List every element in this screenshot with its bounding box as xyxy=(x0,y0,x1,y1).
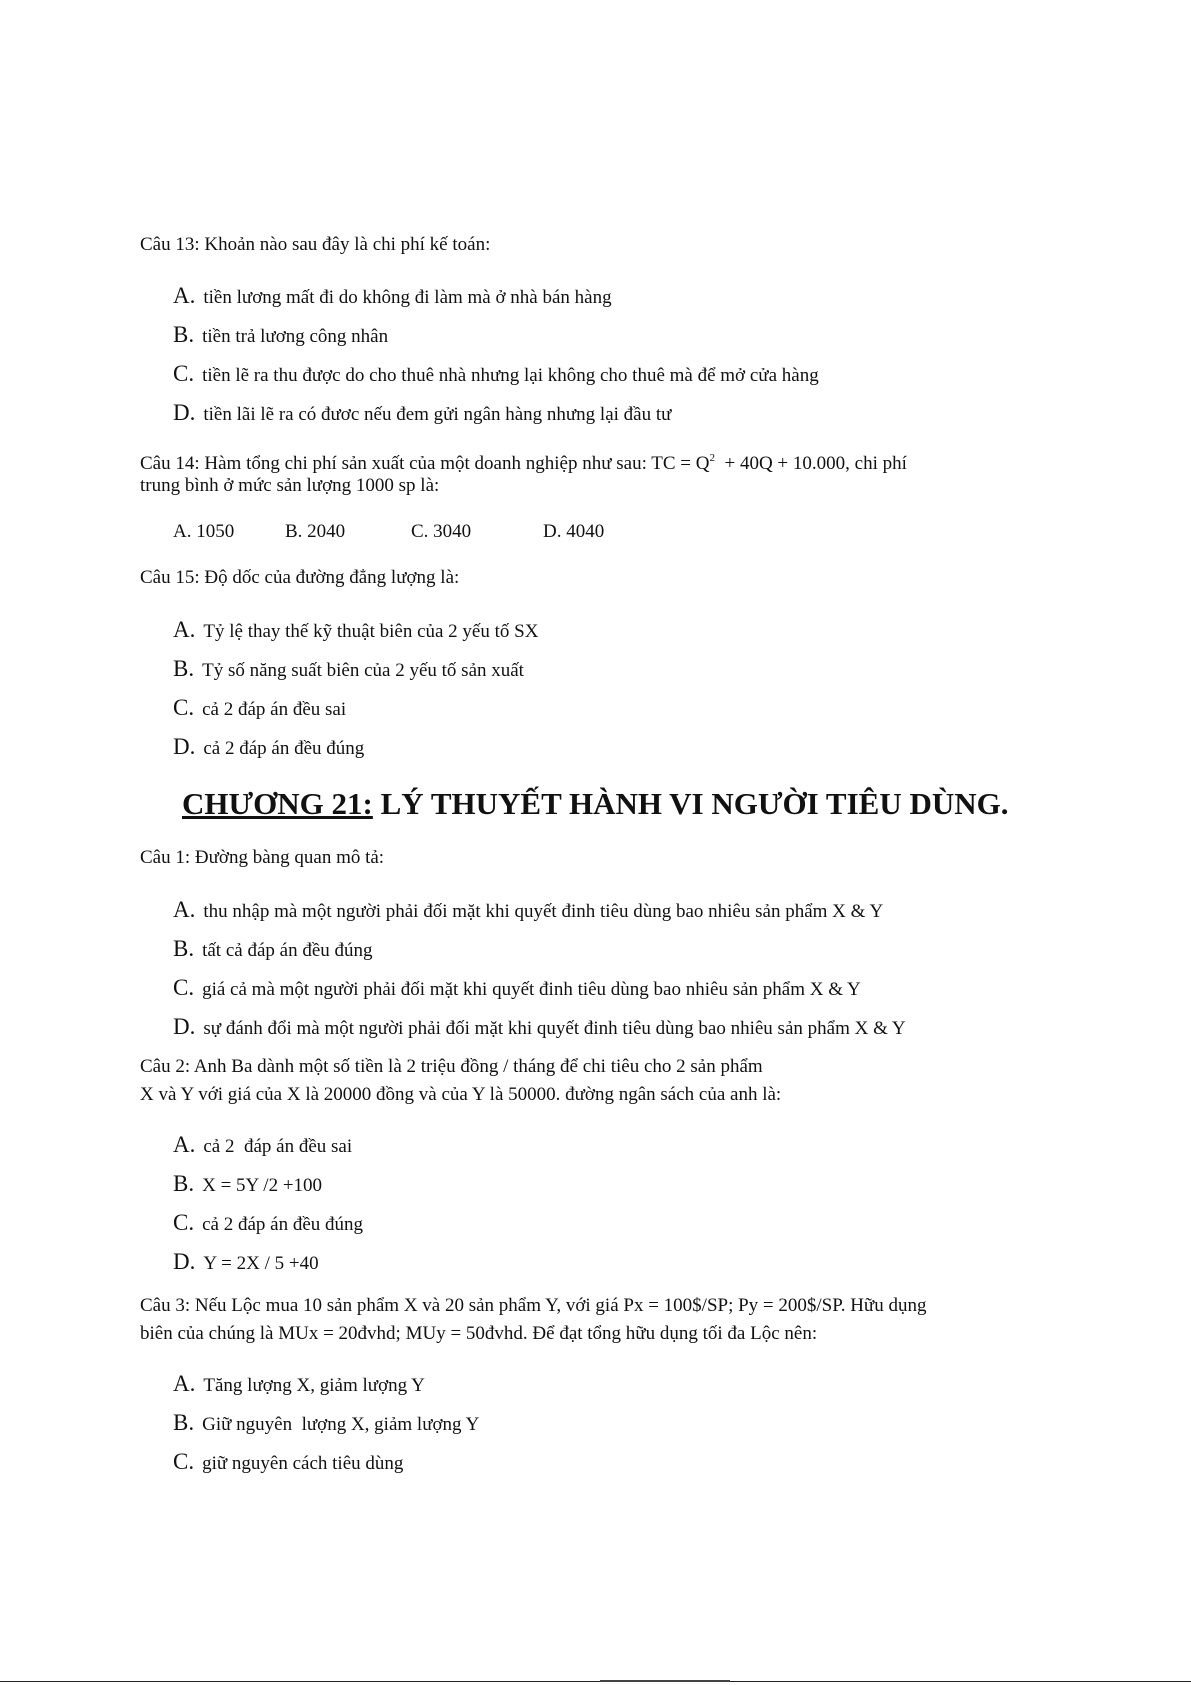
chapter21-question-1-option-a xyxy=(173,896,883,926)
option-letter: B. xyxy=(173,1410,195,1435)
page-bottom-rule xyxy=(0,1681,1191,1682)
option-text: giá cả mà một người phải đối mặt khi quyết đinh tiêu dùng bao nhiêu sản phẩm X & Y xyxy=(202,979,861,1000)
page-bottom-rule-segment xyxy=(600,1680,730,1682)
chapter-label: CHƯƠNG 21: xyxy=(182,786,373,821)
option-letter: D. xyxy=(173,400,196,425)
option-letter: B. xyxy=(173,656,195,681)
question-13-option-d xyxy=(173,399,671,429)
option-text: X = 5Y /2 +100 xyxy=(202,1175,323,1196)
chapter-title: LÝ THUYẾT HÀNH VI NGƯỜI TIÊU DÙNG. xyxy=(372,786,1009,821)
option-text: Tăng lượng X, giảm lượng Y xyxy=(203,1375,425,1396)
option-letter: D. xyxy=(173,1249,196,1274)
question-14-option-d: D. 4040 xyxy=(543,521,605,542)
option-text: giữ nguyên cách tiêu dùng xyxy=(202,1453,404,1474)
question-13-stem: Câu 13: Khoản nào sau đây là chi phí kế toán: xyxy=(140,234,491,255)
chapter21-question-3-stem-line2: biên của chúng là MUx = 20đvhd; MUy = 50đvhd. Để đạt tổng hữu dụng tối đa Lộc nên: xyxy=(140,1323,818,1344)
question-13-option-b xyxy=(173,321,388,351)
option-text: tiền trả lương công nhân xyxy=(202,326,389,347)
stem-part: + 40Q + 10.000, chi phí xyxy=(714,453,907,474)
option-letter: C. xyxy=(173,361,195,386)
option-text: Giữ nguyên lượng X, giảm lượng Y xyxy=(202,1414,480,1435)
option-letter: C. xyxy=(173,695,195,720)
option-letter: D. xyxy=(173,1014,196,1039)
option-text: cả 2 đáp án đều sai xyxy=(203,1136,353,1157)
option-text: tất cả đáp án đều đúng xyxy=(202,940,373,961)
option-letter: A. xyxy=(173,283,196,308)
option-letter: C. xyxy=(173,1449,195,1474)
option-text: sự đánh đổi mà một người phải đối mặt khi quyết đinh tiêu dùng bao nhiêu sản phẩm X & Y xyxy=(203,1018,906,1039)
option-letter: A. xyxy=(173,897,196,922)
question-14-option-c: C. 3040 xyxy=(411,521,472,542)
chapter21-question-1-option-c xyxy=(173,974,861,1004)
question-15-option-b xyxy=(173,655,524,685)
option-text: tiền lẽ ra thu được do cho thuê nhà nhưng lại không cho thuê mà để mở cửa hàng xyxy=(202,365,819,386)
chapter21-question-3-stem: Câu 3: Nếu Lộc mua 10 sản phẩm X và 20 sản phẩm Y, với giá Px = 100$/SP; Py = 200$/SP. Hữu dụng xyxy=(140,1295,927,1316)
question-15-option-d xyxy=(173,733,364,763)
chapter21-question-2-option-d xyxy=(173,1248,319,1278)
chapter21-question-2-stem-line2: X và Y với giá của X là 20000 đồng và của Y là 50000. đường ngân sách của anh là: xyxy=(140,1084,782,1105)
question-15-stem: Câu 15: Độ dốc của đường đẳng lượng là: xyxy=(140,567,460,588)
option-text: tiền lãi lẽ ra có đươc nếu đem gửi ngân hàng nhưng lại đầu tư xyxy=(203,404,672,425)
option-letter: A. xyxy=(173,617,196,642)
option-text: cả 2 đáp án đều đúng xyxy=(202,1214,364,1235)
question-14-option-b: B. 2040 xyxy=(285,521,346,542)
option-text: thu nhập mà một người phải đối mặt khi quyết đinh tiêu dùng bao nhiêu sản phẩm X & Y xyxy=(203,901,884,922)
option-text: Tỷ lệ thay thế kỹ thuật biên của 2 yếu tố SX xyxy=(203,621,539,642)
question-13-option-c xyxy=(173,360,819,390)
option-letter: B. xyxy=(173,322,195,347)
chapter21-question-2-option-b xyxy=(173,1170,322,1200)
chapter21-question-2-stem: Câu 2: Anh Ba dành một số tiền là 2 triệu đồng / tháng để chi tiêu cho 2 sản phẩm xyxy=(140,1056,763,1077)
option-letter: B. xyxy=(173,1171,195,1196)
chapter21-question-3-option-a xyxy=(173,1370,425,1400)
question-14-option-a: A. 1050 xyxy=(173,521,235,542)
chapter-heading xyxy=(182,786,1008,822)
chapter21-question-2-option-a xyxy=(173,1131,352,1161)
chapter21-question-3-option-c xyxy=(173,1448,403,1478)
chapter21-question-1-option-b xyxy=(173,935,373,965)
stem-part: Câu 14: Hàm tổng chi phí sản xuất của một doanh nghiệp như sau: TC = Q xyxy=(140,453,710,474)
chapter21-question-2-option-c xyxy=(173,1209,363,1239)
superscript-2: 2 xyxy=(709,452,715,464)
chapter21-question-1-stem: Câu 1: Đường bàng quan mô tả: xyxy=(140,847,385,868)
option-letter: A. xyxy=(173,1132,196,1157)
question-15-option-a xyxy=(173,616,538,646)
chapter21-question-3-option-b xyxy=(173,1409,479,1439)
option-text: cả 2 đáp án đều sai xyxy=(202,699,347,720)
option-text: Tỷ số năng suất biên của 2 yếu tố sản xuất xyxy=(202,660,524,681)
option-text: Y = 2X / 5 +40 xyxy=(203,1253,319,1274)
option-letter: C. xyxy=(173,1210,195,1235)
option-text: tiền lương mất đi do không đi làm mà ở nhà bán hàng xyxy=(203,287,612,308)
question-13-option-a xyxy=(173,282,612,312)
option-letter: B. xyxy=(173,936,195,961)
question-15-option-c xyxy=(173,694,346,724)
option-letter: C. xyxy=(173,975,195,1000)
option-letter: A. xyxy=(173,1371,196,1396)
option-text: cả 2 đáp án đều đúng xyxy=(203,738,365,759)
option-letter: D. xyxy=(173,734,196,759)
chapter21-question-1-option-d xyxy=(173,1013,906,1043)
question-14-stem-line2: trung bình ở mức sản lượng 1000 sp là: xyxy=(140,475,440,496)
